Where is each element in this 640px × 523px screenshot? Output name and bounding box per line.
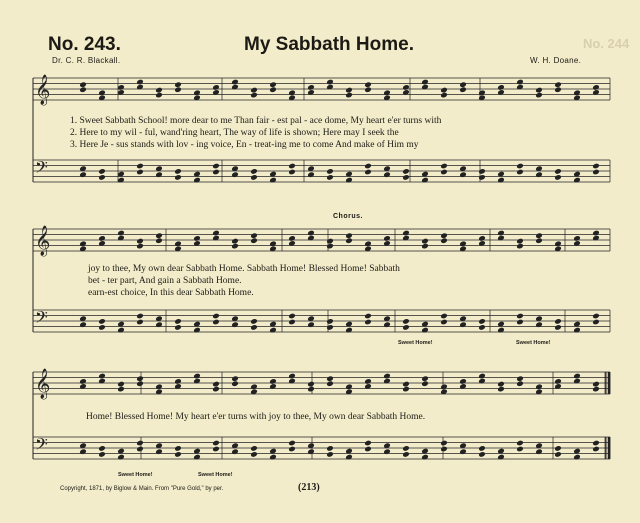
- note-head: [516, 163, 524, 170]
- note-head: [573, 373, 581, 380]
- note-head: [117, 381, 125, 388]
- note-head: [193, 235, 201, 242]
- note-head: [497, 454, 505, 461]
- note-head: [554, 324, 562, 331]
- treble-clef-icon: 𝄞: [35, 369, 51, 399]
- note-head: [421, 238, 429, 245]
- note-head: [231, 79, 239, 86]
- note-head: [250, 232, 258, 239]
- chorus-label: Chorus.: [333, 213, 363, 220]
- note-head: [402, 386, 410, 393]
- note-head: [364, 163, 372, 170]
- echo-text-left: Sweet Home!: [398, 340, 433, 346]
- note-head: [212, 446, 220, 453]
- note-head: [326, 79, 334, 86]
- note-head: [573, 90, 581, 97]
- note-head: [345, 177, 353, 184]
- note-head: [345, 327, 353, 334]
- note-head: [212, 440, 220, 447]
- note-head: [535, 321, 543, 328]
- note-head: [364, 169, 372, 176]
- note-head: [326, 174, 334, 181]
- note-head: [535, 384, 543, 391]
- note-head: [174, 174, 182, 181]
- note-head: [516, 446, 524, 453]
- note-head: [478, 324, 486, 331]
- note-head: [307, 448, 315, 455]
- note-head: [136, 380, 144, 387]
- note-head: [326, 445, 334, 452]
- note-head: [402, 230, 410, 237]
- note-head: [421, 380, 429, 387]
- bass-clef-icon: 𝄢: [35, 157, 48, 181]
- note-head: [212, 313, 220, 320]
- page-number: (213): [298, 482, 320, 493]
- note-head: [98, 324, 106, 331]
- note-head: [383, 235, 391, 242]
- note-head: [592, 169, 600, 176]
- composer-credit: W. H. Doane.: [530, 56, 582, 65]
- note-head: [98, 451, 106, 458]
- note-head: [174, 445, 182, 452]
- note-head: [250, 324, 258, 331]
- note-head: [269, 86, 277, 93]
- note-head: [478, 90, 486, 97]
- note-head: [288, 319, 296, 326]
- note-head: [307, 386, 315, 393]
- note-head: [554, 318, 562, 325]
- note-head: [440, 446, 448, 453]
- note-head: [345, 384, 353, 391]
- note-head: [250, 451, 258, 458]
- note-head: [174, 318, 182, 325]
- note-head: [554, 445, 562, 452]
- note-head: [250, 168, 258, 175]
- note-head: [478, 174, 486, 181]
- note-head: [326, 238, 334, 245]
- note-head: [573, 235, 581, 242]
- note-head: [155, 171, 163, 178]
- note-head: [516, 238, 524, 245]
- note-head: [250, 92, 258, 99]
- note-head: [79, 86, 87, 93]
- note-head: [79, 448, 87, 455]
- note-head: [155, 448, 163, 455]
- note-head: [174, 86, 182, 93]
- note-head: [440, 237, 448, 244]
- note-head: [592, 163, 600, 170]
- note-head: [212, 386, 220, 393]
- note-head: [288, 235, 296, 242]
- note-head: [136, 163, 144, 170]
- note-head: [174, 241, 182, 248]
- note-head: [136, 446, 144, 453]
- note-head: [592, 446, 600, 453]
- note-head: [117, 386, 125, 393]
- note-head: [516, 313, 524, 320]
- note-head: [497, 84, 505, 91]
- note-head: [231, 321, 239, 328]
- note-head: [79, 321, 87, 328]
- note-head: [136, 243, 144, 250]
- treble-clef-icon: 𝄞: [35, 75, 51, 105]
- note-head: [459, 81, 467, 88]
- treble-clef-icon: 𝄞: [35, 226, 51, 256]
- note-head: [478, 373, 486, 380]
- note-head: [307, 84, 315, 91]
- note-head: [535, 171, 543, 178]
- note-head: [269, 378, 277, 385]
- note-head: [364, 86, 372, 93]
- note-head: [573, 454, 581, 461]
- note-head: [326, 451, 334, 458]
- note-head: [288, 446, 296, 453]
- note-head: [79, 171, 87, 178]
- note-head: [440, 313, 448, 320]
- note-head: [573, 177, 581, 184]
- note-head: [345, 92, 353, 99]
- note-head: [117, 230, 125, 237]
- note-head: [592, 319, 600, 326]
- note-head: [212, 169, 220, 176]
- note-head: [117, 454, 125, 461]
- note-head: [554, 81, 562, 88]
- note-head: [364, 378, 372, 385]
- note-head: [98, 168, 106, 175]
- note-head: [212, 381, 220, 388]
- note-head: [250, 318, 258, 325]
- note-head: [554, 86, 562, 93]
- note-head: [554, 378, 562, 385]
- note-head: [421, 327, 429, 334]
- note-head: [459, 86, 467, 93]
- note-head: [136, 79, 144, 86]
- bass-clef-icon: 𝄢: [35, 434, 48, 458]
- note-head: [497, 177, 505, 184]
- copyright-notice: Copyright, 1871, by Biglow & Main. From "Pure Gold," by per.: [60, 486, 224, 492]
- note-head: [554, 241, 562, 248]
- note-head: [459, 321, 467, 328]
- note-head: [231, 380, 239, 387]
- chorus-lyrics-line-2: bet - ter part, And gain a Sabbath Home.: [88, 276, 242, 286]
- note-head: [364, 440, 372, 447]
- note-head: [136, 313, 144, 320]
- note-head: [269, 81, 277, 88]
- chorus-lyrics-line-1: joy to thee, My own dear Sabbath Home. Sabbath Home! Blessed Home! Sabbath: [88, 264, 400, 274]
- note-head: [459, 378, 467, 385]
- note-head: [98, 318, 106, 325]
- note-head: [440, 319, 448, 326]
- system-3-lyrics: Home! Blessed Home! My heart e'er turns with joy to thee, My own dear Sabbath Home.: [86, 412, 426, 422]
- note-head: [136, 440, 144, 447]
- note-head: [383, 321, 391, 328]
- note-head: [98, 445, 106, 452]
- note-head: [459, 171, 467, 178]
- note-head: [269, 177, 277, 184]
- echo-text-sys3-left: Sweet Home!: [118, 472, 153, 478]
- note-head: [592, 313, 600, 320]
- note-head: [98, 235, 106, 242]
- note-head: [307, 381, 315, 388]
- note-head: [345, 232, 353, 239]
- note-head: [402, 168, 410, 175]
- note-head: [383, 448, 391, 455]
- note-head: [459, 241, 467, 248]
- note-head: [535, 237, 543, 244]
- note-head: [193, 90, 201, 97]
- note-head: [440, 384, 448, 391]
- note-head: [212, 84, 220, 91]
- note-head: [383, 90, 391, 97]
- note-head: [250, 445, 258, 452]
- note-head: [288, 90, 296, 97]
- note-head: [212, 230, 220, 237]
- note-head: [402, 324, 410, 331]
- echo-text-right: Sweet Home!: [516, 340, 551, 346]
- note-head: [573, 327, 581, 334]
- bass-clef-icon: 𝄢: [35, 307, 48, 331]
- note-head: [478, 235, 486, 242]
- note-head: [421, 177, 429, 184]
- note-head: [402, 445, 410, 452]
- note-head: [193, 373, 201, 380]
- note-head: [79, 378, 87, 385]
- note-head: [136, 238, 144, 245]
- note-head: [155, 87, 163, 94]
- note-head: [307, 321, 315, 328]
- note-head: [383, 373, 391, 380]
- note-head: [193, 327, 201, 334]
- note-head: [231, 448, 239, 455]
- note-head: [326, 380, 334, 387]
- note-head: [535, 448, 543, 455]
- note-head: [345, 454, 353, 461]
- note-head: [231, 238, 239, 245]
- note-head: [364, 313, 372, 320]
- note-head: [231, 243, 239, 250]
- note-head: [269, 327, 277, 334]
- note-head: [440, 163, 448, 170]
- note-head: [174, 378, 182, 385]
- note-head: [212, 163, 220, 170]
- note-head: [307, 230, 315, 237]
- note-head: [79, 241, 87, 248]
- note-head: [136, 319, 144, 326]
- note-head: [288, 440, 296, 447]
- note-head: [288, 163, 296, 170]
- note-head: [592, 440, 600, 447]
- note-head: [117, 327, 125, 334]
- note-head: [364, 446, 372, 453]
- note-head: [440, 87, 448, 94]
- note-head: [269, 454, 277, 461]
- note-head: [421, 375, 429, 382]
- note-head: [326, 324, 334, 331]
- verse-3-lyrics: 3. Here Je - sus stands with lov - ing voice, En - treat-ing me to come And make of Him my: [70, 140, 419, 150]
- note-head: [326, 318, 334, 325]
- note-head: [326, 375, 334, 382]
- note-head: [402, 451, 410, 458]
- note-head: [98, 90, 106, 97]
- note-head: [554, 451, 562, 458]
- note-head: [250, 174, 258, 181]
- note-head: [307, 171, 315, 178]
- note-head: [231, 171, 239, 178]
- note-head: [478, 445, 486, 452]
- note-head: [155, 92, 163, 99]
- note-head: [98, 174, 106, 181]
- note-head: [478, 451, 486, 458]
- note-head: [79, 81, 87, 88]
- note-head: [421, 454, 429, 461]
- note-head: [364, 241, 372, 248]
- note-head: [212, 319, 220, 326]
- note-head: [174, 451, 182, 458]
- hymn-number: No. 243.: [48, 34, 121, 55]
- note-head: [535, 232, 543, 239]
- note-head: [155, 321, 163, 328]
- hymn-title: My Sabbath Home.: [244, 34, 414, 55]
- note-head: [516, 380, 524, 387]
- note-head: [516, 243, 524, 250]
- note-head: [155, 237, 163, 244]
- note-head: [497, 230, 505, 237]
- note-head: [516, 169, 524, 176]
- verse-2-lyrics: 2. Here to my wil - ful, wand'ring heart, The way of life is shown; Here may I seek the: [70, 128, 399, 138]
- note-head: [136, 169, 144, 176]
- note-head: [516, 440, 524, 447]
- note-head: [174, 324, 182, 331]
- note-head: [516, 79, 524, 86]
- note-head: [516, 319, 524, 326]
- note-head: [364, 81, 372, 88]
- note-head: [592, 386, 600, 393]
- note-head: [174, 81, 182, 88]
- note-head: [383, 171, 391, 178]
- note-head: [269, 241, 277, 248]
- note-head: [459, 448, 467, 455]
- note-head: [364, 319, 372, 326]
- note-head: [193, 177, 201, 184]
- note-head: [193, 454, 201, 461]
- note-head: [345, 87, 353, 94]
- note-head: [497, 327, 505, 334]
- note-head: [231, 375, 239, 382]
- note-head: [98, 373, 106, 380]
- note-head: [592, 381, 600, 388]
- note-head: [402, 174, 410, 181]
- note-head: [136, 375, 144, 382]
- note-head: [345, 237, 353, 244]
- note-head: [402, 381, 410, 388]
- note-head: [288, 373, 296, 380]
- note-head: [421, 79, 429, 86]
- note-head: [516, 375, 524, 382]
- note-head: [402, 318, 410, 325]
- note-head: [288, 313, 296, 320]
- note-head: [326, 243, 334, 250]
- bleed-through-text: No. 244: [583, 36, 630, 51]
- note-head: [478, 168, 486, 175]
- note-head: [592, 230, 600, 237]
- note-head: [440, 232, 448, 239]
- note-head: [288, 169, 296, 176]
- note-head: [250, 87, 258, 94]
- note-head: [535, 92, 543, 99]
- note-head: [440, 440, 448, 447]
- note-head: [155, 384, 163, 391]
- note-head: [174, 168, 182, 175]
- note-head: [440, 92, 448, 99]
- note-head: [497, 386, 505, 393]
- note-head: [535, 87, 543, 94]
- note-head: [497, 381, 505, 388]
- echo-text-sys3-right: Sweet Home!: [198, 472, 233, 478]
- note-head: [554, 168, 562, 175]
- note-head: [326, 168, 334, 175]
- note-head: [402, 84, 410, 91]
- note-head: [421, 243, 429, 250]
- note-head: [440, 169, 448, 176]
- note-head: [250, 237, 258, 244]
- chorus-lyrics-line-3: earn-est choice, In this dear Sabbath Home.: [88, 288, 254, 298]
- note-head: [554, 174, 562, 181]
- lyricist-credit: Dr. C. R. Blackall.: [52, 56, 121, 65]
- note-head: [250, 384, 258, 391]
- note-head: [592, 84, 600, 91]
- note-head: [155, 232, 163, 239]
- verse-1-lyrics: 1. Sweet Sabbath School! more dear to me Than fair - est pal - ace dome, My heart e'er turns with: [70, 116, 442, 126]
- note-head: [478, 318, 486, 325]
